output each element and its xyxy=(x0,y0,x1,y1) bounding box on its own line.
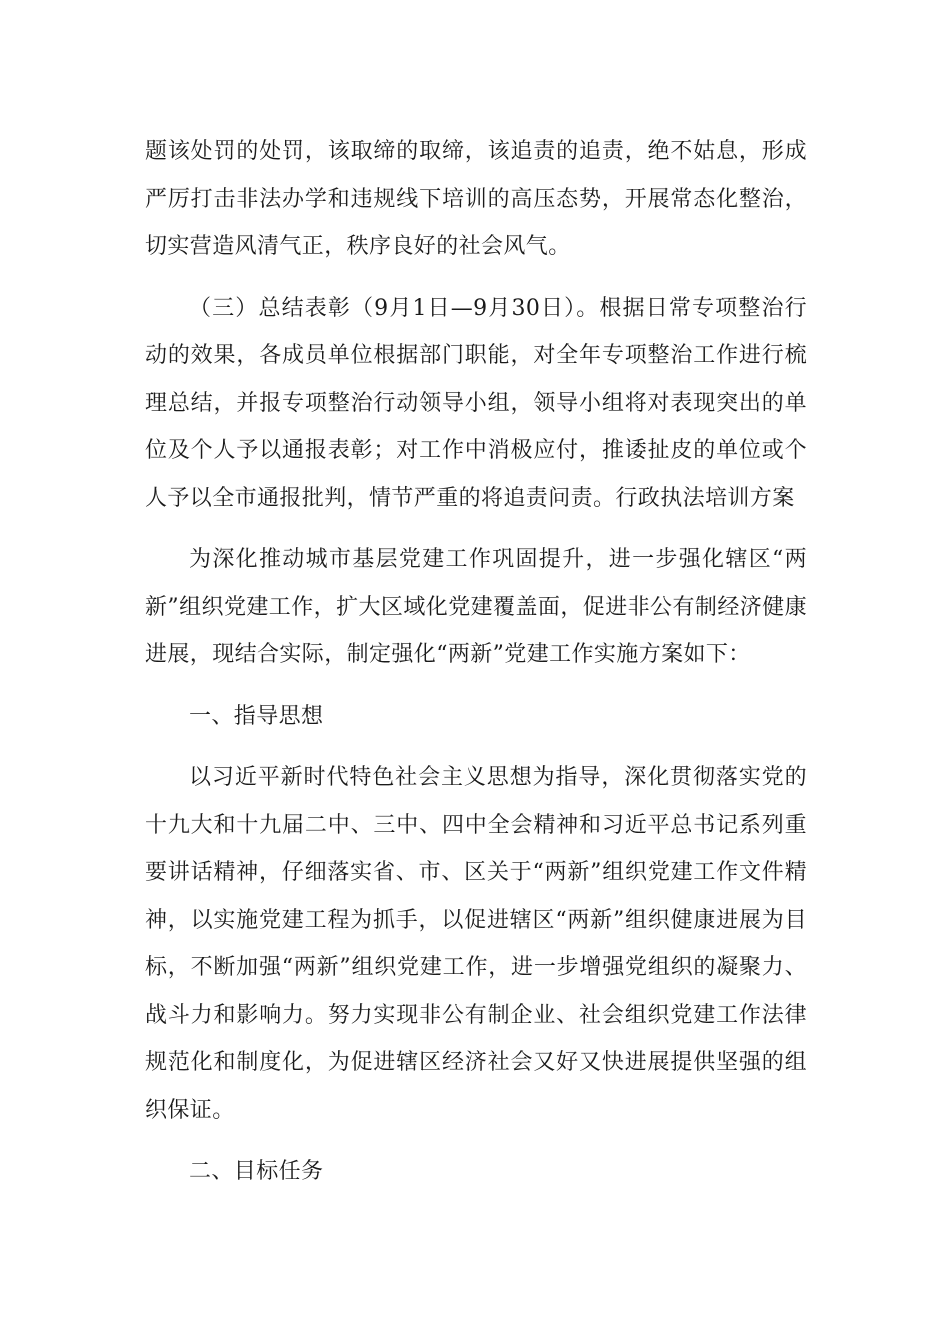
paragraph-guiding-ideology: 以习近平新时代特色社会主义思想为指导，深化贯彻落实党的十九大和十九届二中、三中、四中全会精神和习近平总书记系列重要讲话精神，仔细落实省、市、区关于“两新”组织党建工作文件精神，以实施党建工程为抓手，以促进辖区“两新”组织健康进展为目标，不断加强“两新”组织党建工作，进一步增强党组织的凝聚力、战斗力和影响力。努力实现非公有制企业、社会组织党建工作法律规范化和制度化，为促进辖区经济社会又好又快进展提供坚强的组织保证。 xyxy=(145,765,807,1123)
paragraph-summary-commendation: （三）总结表彰（9月1日—9月30日）。根据日常专项整治行动的效果，各成员单位根据部门职能，对全年专项整治工作进行梳理总结，并报专项整治行动领导小组，领导小组将对表现突出的单位及个人予以通报表彰；对工作中消极应付，推诿扯皮的单位或个人予以全市通报批判，情节严重的将追责问责。行政执法培训方案 xyxy=(145,295,807,511)
section-heading-guiding-ideology: 一、指导思想 xyxy=(189,703,324,729)
paragraph-gap xyxy=(145,271,807,285)
paragraph-intro: 为深化推动城市基层党建工作巩固提升，进一步强化辖区“两新”组织党建工作，扩大区域化党建覆盖面，促进非公有制经济健康进展，现结合实际，制定强化“两新”党建工作实施方案如下： xyxy=(145,547,807,667)
paragraph-gap xyxy=(145,740,807,754)
paragraph-gap xyxy=(145,679,807,693)
paragraph-penalty-continuation: 题该处罚的处罚，该取缔的取缔，该追责的追责，绝不姑息，形成严厉打击非法办学和违规线下培训的高压态势，开展常态化整治，切实营造风清气正，秩序良好的社会风气。 xyxy=(145,139,807,259)
document-body xyxy=(145,128,807,1196)
paragraph-gap xyxy=(145,1134,807,1148)
paragraph-gap xyxy=(145,522,807,536)
section-heading-objectives: 二、目标任务 xyxy=(189,1159,324,1184)
